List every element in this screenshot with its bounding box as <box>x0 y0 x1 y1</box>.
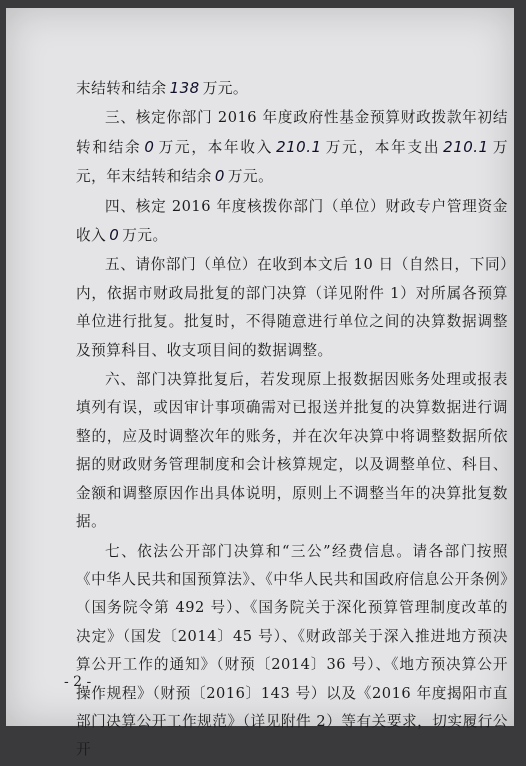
handwritten-value: 0 <box>214 167 225 186</box>
paragraph-seven: 七、依法公开部门决算和“三公”经费信息。请各部门按照《中华人民共和国预算法》、《中华人民共和国政府信息公开条例》（国务院令第 492 号）、《国务院关于深化预算管理制度改革的决定》（国发〔2014〕45 号）、《财政部关于深入推进地方预决算公开工作的通知》（财预〔2014〕36 号）、《地方预决算公开操作规程》（财预〔2016〕143 号）以及《2016 年度揭阳市直部门决算公开工作规范》（详见附件 2）等有关要求，切实履行公开 <box>76 542 508 759</box>
text: 万元。 <box>122 227 168 245</box>
handwritten-value: 0 <box>144 137 155 156</box>
text: 万元，本年收入 <box>157 138 274 156</box>
text: 万元，年末结转和结余 <box>76 138 508 186</box>
text: 万元，本年支出 <box>324 138 441 156</box>
text: 万元。 <box>227 168 274 186</box>
paragraph-four <box>76 193 508 251</box>
handwritten-value: 138 <box>169 79 200 97</box>
handwritten-value: 210.1 <box>443 137 489 156</box>
document-page <box>6 8 514 759</box>
handwritten-value: 0 <box>109 226 120 245</box>
page-number: - 2 - <box>64 674 92 690</box>
document-body <box>76 74 508 766</box>
paragraph-three <box>76 104 508 191</box>
text: 末结转和结余 <box>76 80 167 97</box>
text: 万元。 <box>202 80 249 97</box>
handwritten-value: 210.1 <box>276 137 322 156</box>
paragraph-six: 六、部门决算批复后，若发现原上报数据因账务处理或报表填列有误，或因审计事项确需对已报送并批复的决算数据进行调整的，应及时调整次年的账务，并在次年决算中将调整数据所依据的财政财务管理制度和会计核算规定，以及调整单位、科目、金额和调整原因作出具体说明，原则上不调整当年的决算批复数据。 <box>76 371 508 531</box>
text: 四、核定 2016 年度核拨你部门（单位）财政专户管理资金收入 <box>76 197 508 245</box>
paragraph-carryover <box>76 74 508 103</box>
paragraph-five: 五、请你部门（单位）在收到本文后 10 日（自然日，下同）内，依据市财政局批复的部门决算（详见附件 1）对所属各预算单位进行批复。批复时，不得随意进行单位之间的决算数据调整及预算科目、收支项目间的数据调整。 <box>76 256 508 359</box>
text: 三、核定你部门 2016 年度政府性基金预算财政拨款年初结转和结余 <box>76 109 508 156</box>
